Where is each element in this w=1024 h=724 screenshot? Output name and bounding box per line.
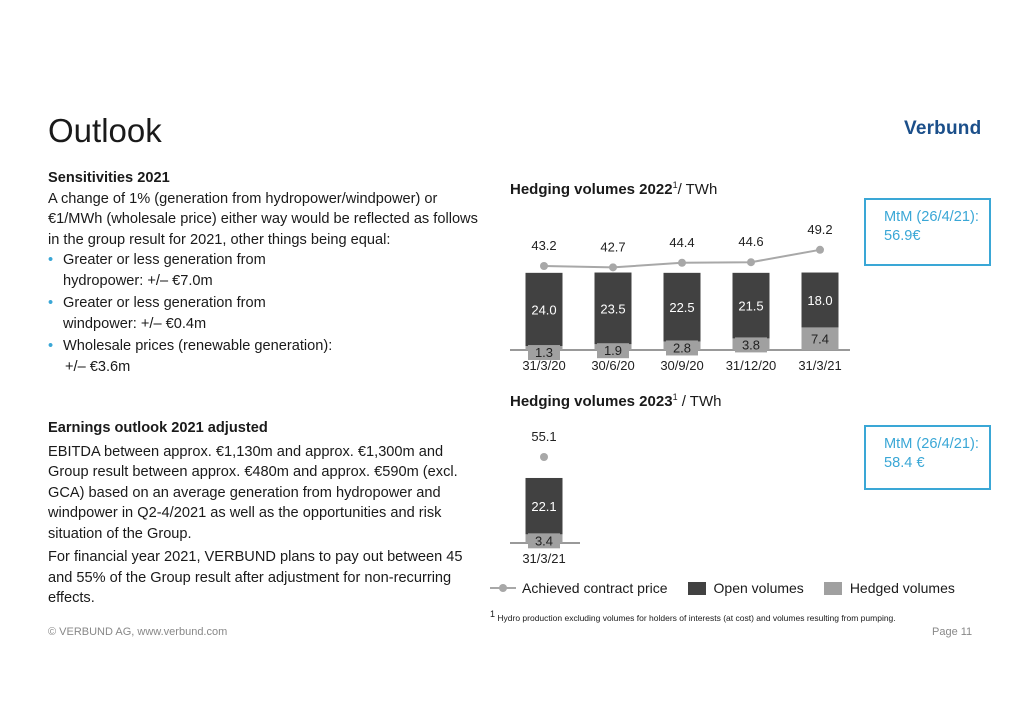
page-title: Outlook (48, 112, 162, 149)
chart1-title-text: Hedging volumes 2022 (510, 181, 673, 198)
price-point (816, 246, 824, 254)
mtm-box-2023 (864, 425, 991, 490)
category-tick-label: 31/3/21 (522, 551, 566, 566)
sensitivity-bullet-wholesale (48, 336, 478, 377)
open-value-label: 22.1 (531, 499, 557, 515)
mtm-label: MtM (26/4/21): (884, 436, 979, 452)
chart1-unit: / TWh (677, 181, 718, 198)
category-tick-label: 30/6/20 (591, 358, 635, 373)
earnings-para-dividend: For financial year 2021, VERBUND plans to pay out between 45 and 55% of the Group result after adjustment for non-recurring effects. (48, 549, 463, 606)
open-value-label: 23.5 (600, 301, 626, 317)
price-point (540, 262, 548, 270)
legend-hedged-label: Hedged volumes (849, 580, 955, 596)
legend-item-open (688, 580, 804, 596)
verbund-logo: Verbund (904, 118, 982, 139)
category-tick-label: 31/12/20 (725, 358, 777, 373)
mtm-box-2022 (864, 198, 991, 266)
price-point (678, 259, 686, 267)
sensitivity-bullet-hydro (48, 250, 478, 291)
chart2-title-sup: 1 (672, 392, 678, 402)
footnote (490, 609, 896, 623)
chart1-title (510, 180, 717, 198)
bullet-line: • Greater or less generation from (63, 295, 266, 311)
earnings-heading: Earnings outlook 2021 adjusted (48, 420, 268, 436)
legend-open-swatch (688, 582, 706, 595)
footer-copyright: © VERBUND AG, www.verbund.com (48, 626, 228, 638)
sensitivity-bullet-wind (48, 293, 478, 334)
hedging-2022-chart (490, 210, 860, 385)
legend-price-label: Achieved contract price (522, 580, 668, 596)
sensitivities-intro: A change of 1% (generation from hydropower/windpower) or €1/MWh (wholesale price) either way would be reflected as follows in the group result for 2021, other things being equal: (48, 190, 478, 248)
legend-hedged-swatch (824, 582, 842, 595)
hedged-value-label: 3.4 (534, 533, 554, 549)
price-value-label: 44.4 (669, 234, 695, 250)
open-value-label: 24.0 (531, 302, 557, 318)
sensitivities-section (48, 168, 478, 377)
bullet-line: +/– €3.6m (65, 358, 131, 375)
bullet-line: windpower: +/– €0.4m (63, 315, 207, 332)
chart2-unit: / TWh (677, 393, 722, 410)
open-value-label: 18.0 (807, 292, 833, 308)
chart1-title-sup: 1 (672, 180, 678, 190)
price-point (609, 263, 617, 271)
price-value-label: 43.2 (531, 238, 557, 253)
category-tick-label: 30/9/20 (660, 358, 704, 373)
footer-page-number: Page 11 (932, 626, 973, 638)
price-point (540, 453, 548, 461)
footnote-sup: 1 (490, 609, 496, 619)
chart2-title (510, 392, 721, 410)
footnote-text: Hydro production excluding volumes for holders of interests (at cost) and volumes resulting from pumping. (495, 612, 896, 623)
category-tick-label: 31/3/21 (798, 358, 842, 373)
price-value-label: 55.1 (531, 429, 557, 444)
price-value-label: 49.2 (807, 221, 833, 237)
earnings-para-ebitda: EBITDA between approx. €1,130m and approx. €1,300m and Group result between approx. €480m and approx. €590m (excl. GCA) based on an average generation from hydropower and windpower in Q2-4/2021 as well as the opportunities and risk situation of the Group. (48, 443, 458, 542)
hedged-value-label: 3.8 (741, 337, 761, 353)
hedged-value-label: 7.4 (810, 331, 830, 347)
legend-open-label: Open volumes (713, 580, 804, 596)
legend-item-hedged (824, 580, 955, 596)
bullet-line: hydropower: +/– €7.0m (63, 272, 213, 289)
price-value-label: 42.7 (600, 239, 626, 255)
category-tick-label: 31/3/20 (522, 358, 566, 373)
hedged-value-label: 1.3 (534, 345, 554, 361)
open-value-label: 22.5 (669, 300, 695, 316)
sensitivities-heading: Sensitivities 2021 (48, 170, 170, 186)
legend-item-price (490, 580, 668, 596)
chart2-title-text: Hedging volumes 2023 (510, 393, 673, 410)
mtm-label: MtM (26/4/21): (884, 209, 979, 225)
price-value-label: 44.6 (738, 234, 764, 250)
price-point (747, 258, 755, 266)
bullet-line: • Greater or less generation from (63, 252, 266, 268)
chart-legend (490, 580, 975, 596)
mtm-value: 58.4 € (884, 455, 925, 471)
legend-line-dot-icon (490, 583, 516, 593)
hedging-2023-chart (490, 420, 860, 580)
earnings-section (48, 418, 478, 609)
hedged-value-label: 2.8 (672, 340, 692, 356)
bullet-line: • Wholesale prices (renewable generation): (63, 338, 333, 354)
mtm-value: 56.9€ (884, 228, 921, 244)
open-value-label: 21.5 (738, 298, 764, 314)
hedged-value-label: 1.9 (603, 343, 623, 359)
